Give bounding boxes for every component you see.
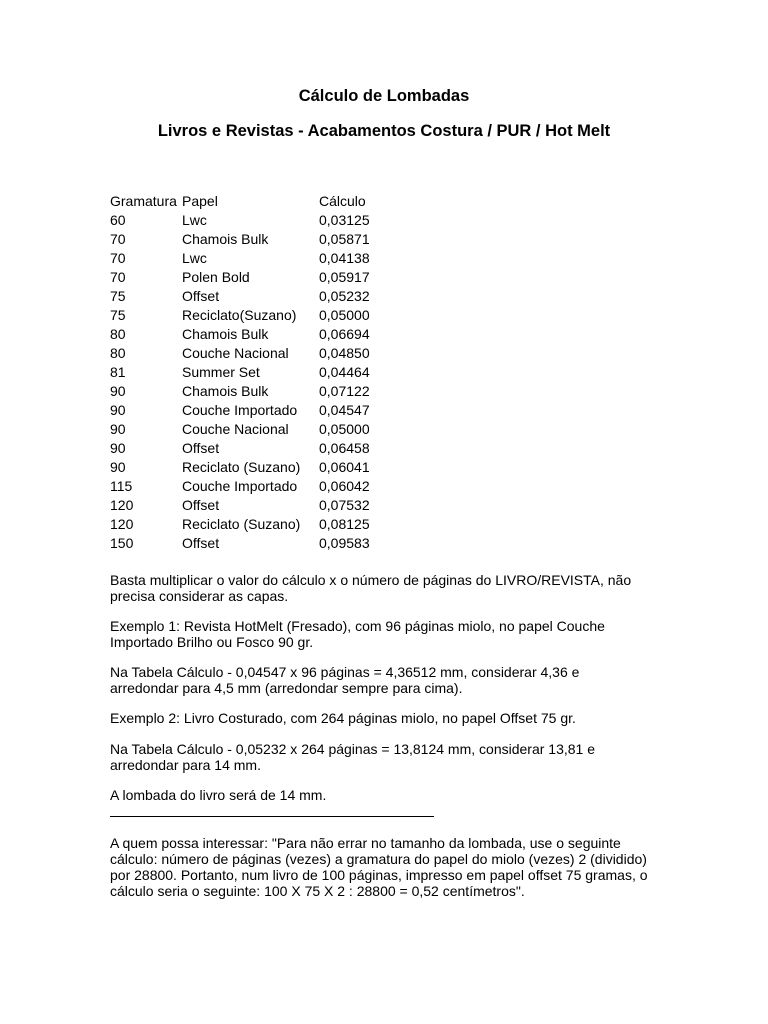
calculo-cell: 0,05000 <box>319 421 370 437</box>
text-line: arredondar para 4,5 mm (arredondar sempre para cima). <box>110 680 463 696</box>
papel-cell: Couche Nacional <box>182 345 289 361</box>
gramatura-cell: 70 <box>110 231 126 247</box>
table-header-row <box>110 193 510 212</box>
table-row <box>110 250 510 269</box>
header-papel: Papel <box>182 193 218 209</box>
table-row <box>110 516 510 535</box>
instruction-paragraph <box>110 572 670 604</box>
note-paragraph <box>110 835 670 899</box>
gramatura-cell: 90 <box>110 459 126 475</box>
papel-cell: Couche Importado <box>182 478 298 494</box>
calculo-cell: 0,05000 <box>319 307 370 323</box>
calc2-paragraph <box>110 741 670 773</box>
papel-cell: Offset <box>182 535 220 551</box>
gramatura-cell: 70 <box>110 250 126 266</box>
table-row <box>110 345 510 364</box>
calculo-cell: 0,04138 <box>319 250 370 266</box>
header-gramatura: Gramatura <box>110 193 177 209</box>
papel-cell: Summer Set <box>182 364 260 380</box>
table-row <box>110 402 510 421</box>
papel-cell: Lwc <box>182 212 207 228</box>
gramatura-cell: 90 <box>110 421 126 437</box>
papel-cell: Reciclato (Suzano) <box>182 516 301 532</box>
calculo-cell: 0,05232 <box>319 288 370 304</box>
papel-cell: Chamois Bulk <box>182 383 269 399</box>
papel-cell: Couche Nacional <box>182 421 289 437</box>
papel-cell: Polen Bold <box>182 269 250 285</box>
example1-paragraph <box>110 618 670 650</box>
calculo-cell: 0,04547 <box>319 402 370 418</box>
calculo-cell: 0,06041 <box>319 459 370 475</box>
table-row <box>110 497 510 516</box>
header-calculo: Cálculo <box>319 193 366 209</box>
table-row <box>110 535 510 554</box>
table-row <box>110 440 510 459</box>
papel-cell: Offset <box>182 440 220 456</box>
divider-line <box>110 816 434 817</box>
gramatura-cell: 120 <box>110 516 134 532</box>
calculo-cell: 0,07122 <box>319 383 370 399</box>
calculo-cell: 0,06694 <box>319 326 370 342</box>
papel-cell: Chamois Bulk <box>182 326 269 342</box>
table-row <box>110 231 510 250</box>
gramatura-cell: 70 <box>110 269 126 285</box>
gramatura-cell: 115 <box>110 478 133 494</box>
table-row <box>110 326 510 345</box>
table-row <box>110 383 510 402</box>
calculo-cell: 0,09583 <box>319 535 370 551</box>
papel-cell: Chamois Bulk <box>182 231 269 247</box>
calculo-cell: 0,04850 <box>319 345 370 361</box>
text-line: Exemplo 1: Revista HotMelt (Fresado), com 96 páginas miolo, no papel Couche <box>110 618 605 634</box>
calculo-cell: 0,06042 <box>319 478 370 494</box>
papel-cell: Offset <box>182 497 220 513</box>
text-line: Na Tabela Cálculo - 0,05232 x 264 páginas = 13,8124 mm, considerar 13,81 e <box>110 741 596 757</box>
calculo-cell: 0,07532 <box>319 497 370 513</box>
text-line: por 28800. Portanto, num livro de 100 páginas, impresso em papel offset 75 gramas, o <box>110 867 648 883</box>
text-line: A quem possa interessar: "Para não errar no tamanho da lombada, use o seguinte <box>110 835 621 851</box>
gramatura-cell: 90 <box>110 383 126 399</box>
conclusion-paragraph <box>110 787 670 803</box>
papel-cell: Offset <box>182 288 220 304</box>
text-line: Exemplo 2: Livro Costurado, com 264 páginas miolo, no papel Offset 75 gr. <box>110 710 576 726</box>
text-line: cálculo: número de páginas (vezes) a gramatura do papel do miolo (vezes) 2 (dividido) <box>110 851 647 867</box>
page-subtitle: Livros e Revistas - Acabamentos Costura / PUR / Hot Melt <box>157 122 611 140</box>
calculo-cell: 0,03125 <box>319 212 370 228</box>
gramatura-cell: 120 <box>110 497 134 513</box>
table-row <box>110 269 510 288</box>
calculo-cell: 0,05871 <box>319 231 370 247</box>
gramatura-cell: 150 <box>110 535 134 551</box>
spine-table <box>110 193 510 554</box>
table-body <box>110 212 510 554</box>
table-row <box>110 364 510 383</box>
calculo-cell: 0,08125 <box>319 516 370 532</box>
calculo-cell: 0,06458 <box>319 440 370 456</box>
text-line: Importado Brilho ou Fosco 90 gr. <box>110 634 314 650</box>
calculo-cell: 0,04464 <box>319 364 370 380</box>
gramatura-cell: 81 <box>110 364 126 380</box>
table-row <box>110 421 510 440</box>
table-row <box>110 288 510 307</box>
papel-cell: Couche Importado <box>182 402 298 418</box>
text-line: cálculo seria o seguinte: 100 X 75 X 2 : 28800 = 0,52 centímetros". <box>110 883 525 899</box>
calc1-paragraph <box>110 664 670 696</box>
papel-cell: Reciclato(Suzano) <box>182 307 297 323</box>
papel-cell: Lwc <box>182 250 207 266</box>
gramatura-cell: 90 <box>110 402 126 418</box>
table-row <box>110 459 510 478</box>
page-title: Cálculo de Lombadas <box>298 87 470 105</box>
text-line: A lombada do livro será de 14 mm. <box>110 787 327 803</box>
gramatura-cell: 75 <box>110 288 126 304</box>
gramatura-cell: 80 <box>110 345 126 361</box>
text-line: precisa considerar as capas. <box>110 588 289 604</box>
table-row <box>110 307 510 326</box>
text-line: Na Tabela Cálculo - 0,04547 x 96 páginas = 4,36512 mm, considerar 4,36 e <box>110 664 580 680</box>
table-row <box>110 478 510 497</box>
example2-paragraph <box>110 710 670 726</box>
gramatura-cell: 80 <box>110 326 126 342</box>
gramatura-cell: 60 <box>110 212 126 228</box>
text-line: Basta multiplicar o valor do cálculo x o número de páginas do LIVRO/REVISTA, não <box>110 572 632 588</box>
calculo-cell: 0,05917 <box>319 269 370 285</box>
gramatura-cell: 90 <box>110 440 126 456</box>
table-row <box>110 212 510 231</box>
papel-cell: Reciclato (Suzano) <box>182 459 301 475</box>
gramatura-cell: 75 <box>110 307 126 323</box>
text-line: arredondar para 14 mm. <box>110 757 261 773</box>
